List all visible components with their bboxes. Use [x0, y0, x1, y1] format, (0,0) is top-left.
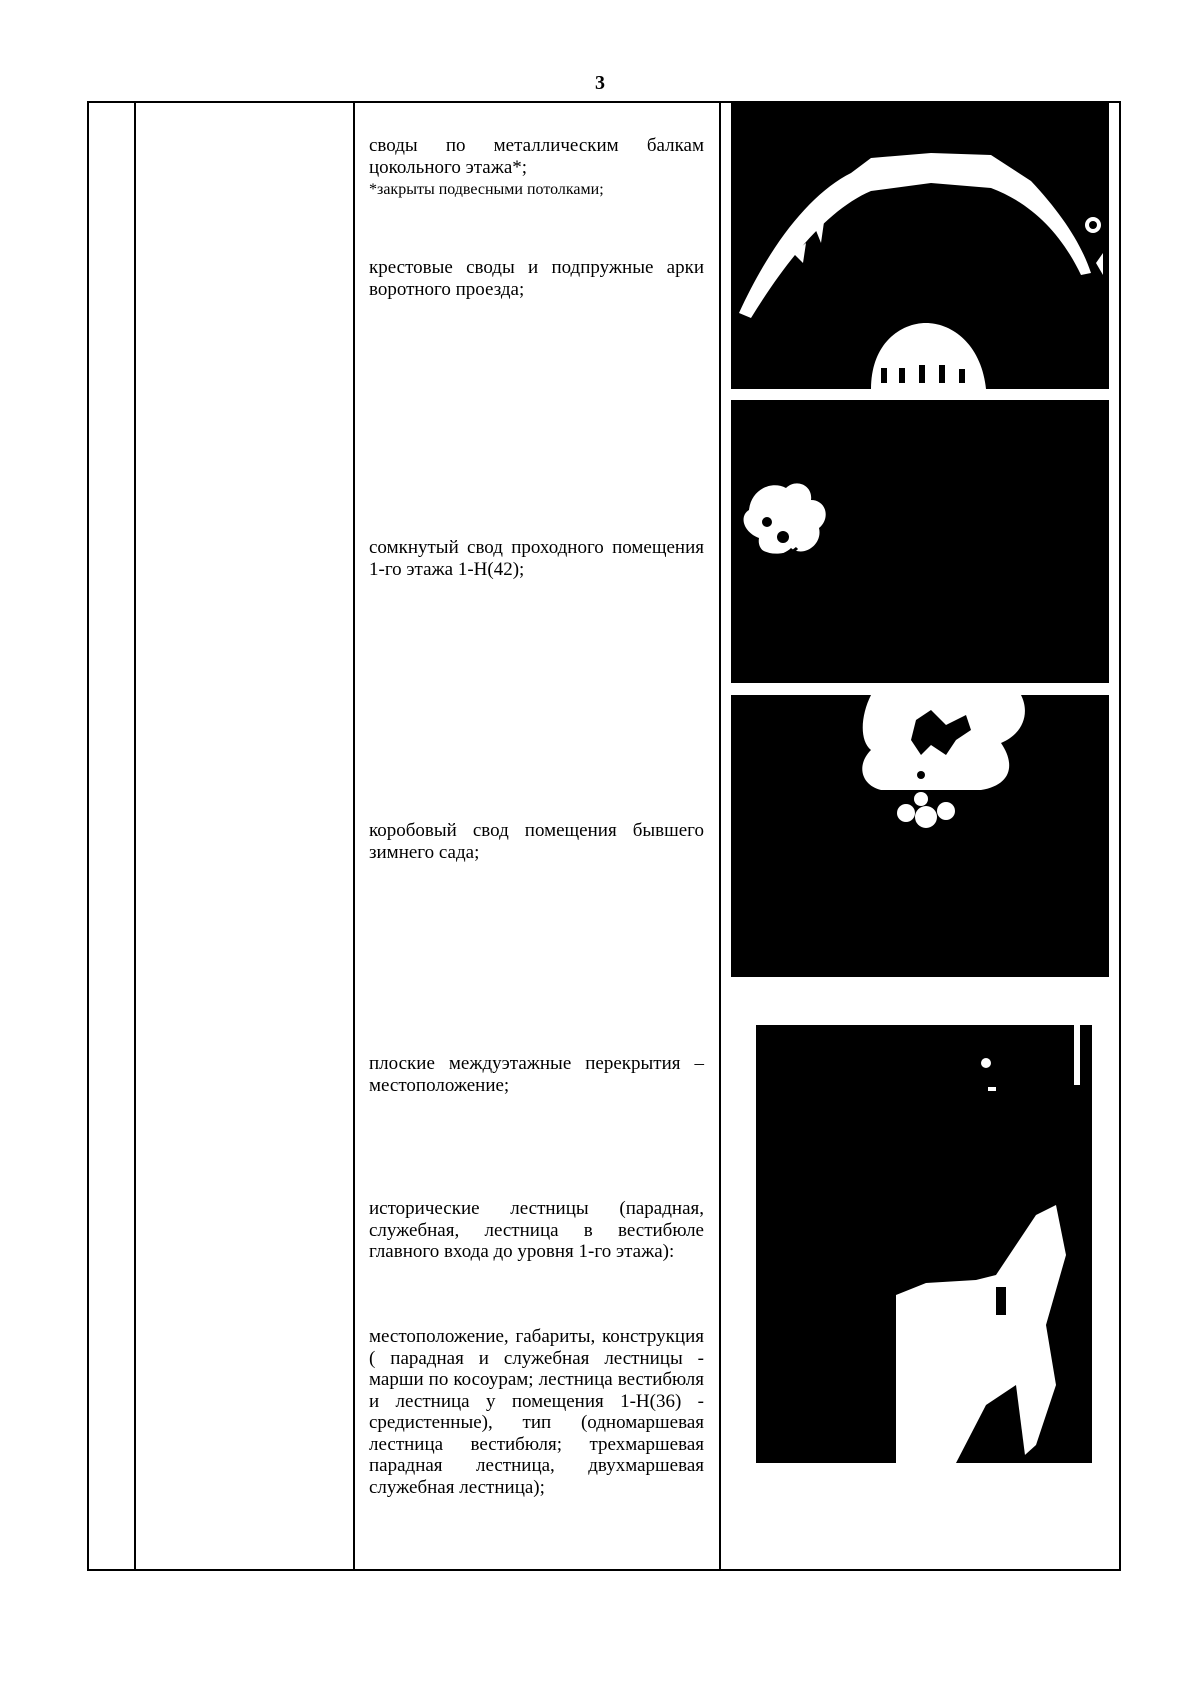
attribute-table	[87, 101, 1121, 1571]
row-text-flat-floors: плоские междуэтажные перекрытия – местоположение;	[369, 1053, 704, 1096]
row-text-cross-vaults: крестовые своды и подпружные арки воротного проезда;	[369, 257, 704, 300]
page-number: 3	[595, 72, 605, 94]
row-text-metal-beam-vaults: своды по металлическим балкам цокольного этажа*;	[369, 135, 704, 178]
column-divider-1	[134, 103, 136, 1569]
description-column	[369, 103, 704, 1569]
ceiling-rosette-photo	[731, 400, 1109, 683]
column-divider-3	[719, 103, 721, 1569]
chandelier-vault-photo	[731, 695, 1109, 977]
row-text-closed-vault: сомкнутый свод проходного помещения 1-го этажа 1-Н(42);	[369, 537, 704, 580]
vaulted-arch-photo	[731, 103, 1109, 389]
staircase-photo	[756, 1025, 1092, 1463]
row-text-historic-stairs: исторические лестницы (парадная, служебная, лестница в вестибюле главного входа до уровня 1-го этажа):	[369, 1198, 704, 1262]
column-divider-2	[353, 103, 355, 1569]
row-text-stairs-details: местоположение, габариты, конструкция ( парадная и служебная лестницы - марши по косоурам; лестница вестибюля и лестница у помещения 1-Н(36) - средистенные), тип (одномаршевая лестница вестибюля; трехмаршевая парадная лестница, двухмаршевая служебная лестница);	[369, 1326, 704, 1498]
row-text-basket-vault: коробовый свод помещения бывшего зимнего сада;	[369, 820, 704, 863]
row-note-suspended-ceilings: *закрыты подвесными потолками;	[369, 181, 604, 198]
